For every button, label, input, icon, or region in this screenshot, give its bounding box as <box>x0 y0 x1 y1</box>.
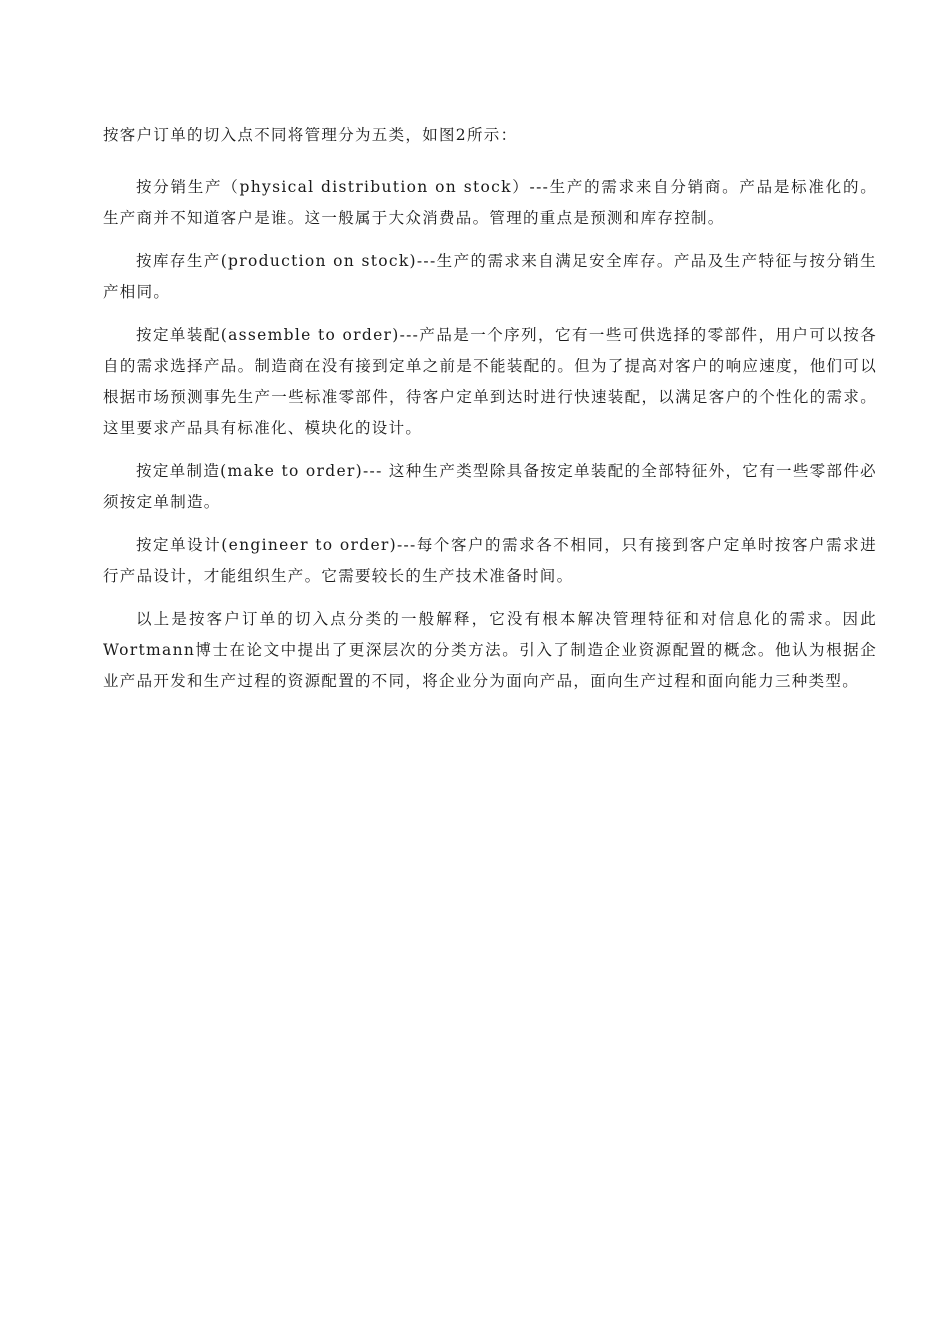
paragraph-engineer-to-order: 按定单设计(engineer to order)---每个客户的需求各不相同，只有接到客户定单时按客户需求进行产品设计，才能组织生产。它需要较长的生产技术准备时间。 <box>103 536 877 585</box>
intro-paragraph: 按客户订单的切入点不同将管理分为五类，如图2所示： <box>103 126 518 144</box>
paragraph-assemble-to-order: 按定单装配(assemble to order)---产品是一个序列，它有一些可供选择的零部件，用户可以按各自的需求选择产品。制造商在没有接到定单之前是不能装配的。但为了提高对客户的响应速度，他们可以根据市场预测事先生产一些标准零部件，待客户定单到达时进行快速装配，以满足客户的个性化的需求。这里要求产品具有标准化、模块化的设计。 <box>103 326 877 437</box>
paragraph-summary: 以上是按客户订单的切入点分类的一般解释，它没有根本解决管理特征和对信息化的需求。因此Wortmann博士在论文中提出了更深层次的分类方法。引入了制造企业资源配置的概念。他认为根据企业产品开发和生产过程的资源配置的不同，将企业分为面向产品，面向生产过程和面向能力三种类型。 <box>103 610 877 690</box>
document-body <box>103 120 877 709</box>
paragraph-production-on-stock: 按库存生产(production on stock)---生产的需求来自满足安全库存。产品及生产特征与按分销生产相同。 <box>103 252 877 301</box>
paragraph-physical-distribution: 按分销生产（physical distribution on stock）---生产的需求来自分销商。产品是标准化的。生产商并不知道客户是谁。这一般属于大众消费品。管理的重点是预测和库存控制。 <box>103 178 877 227</box>
paragraph-make-to-order: 按定单制造(make to order)--- 这种生产类型除具备按定单装配的全部特征外，它有一些零部件必须按定单制造。 <box>103 462 877 511</box>
